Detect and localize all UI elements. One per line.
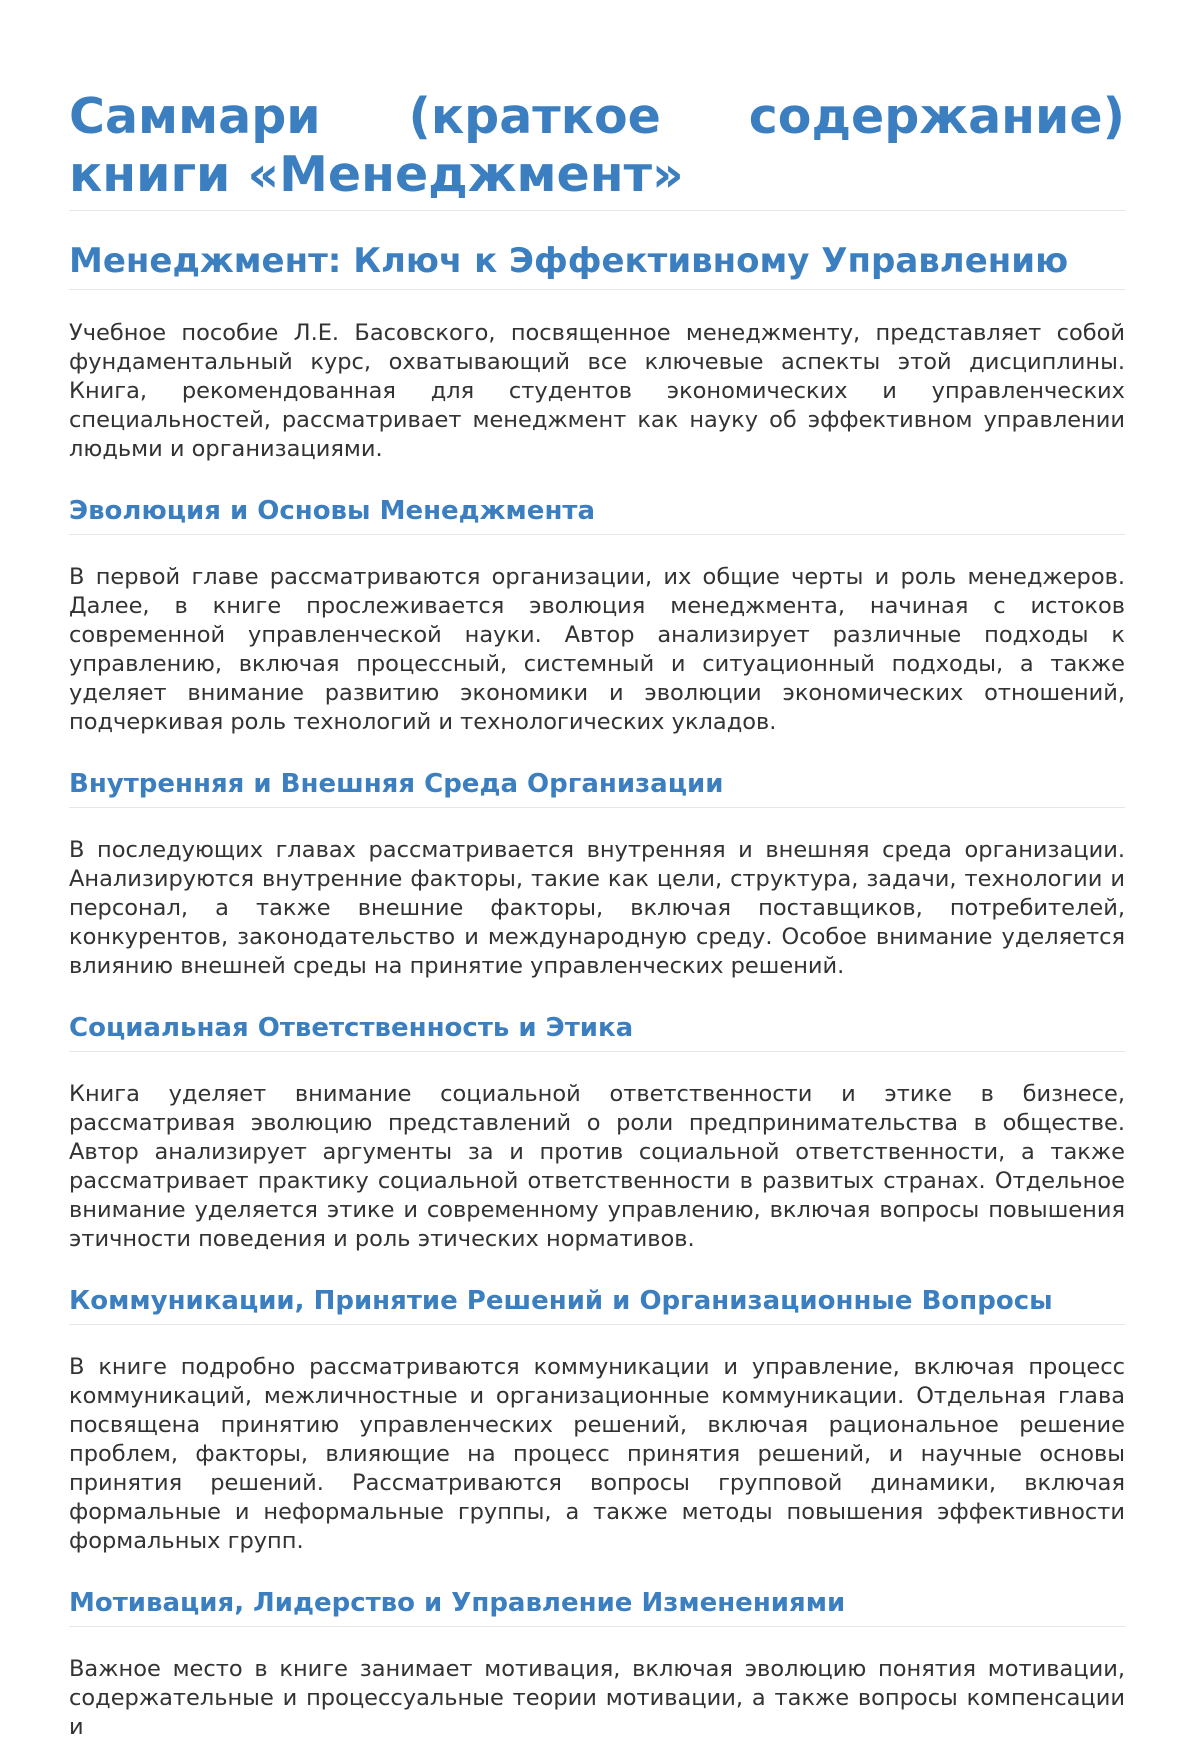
section-paragraph: Важное место в книге занимает мотивация, включая эволюцию понятия мотивации, содержательные и процессуальные теории мотивации, а также вопросы компенсации и bbox=[69, 1656, 1125, 1740]
section-motivation bbox=[69, 1586, 1125, 1742]
section-environment bbox=[69, 767, 1125, 981]
section-paragraph: В последующих главах рассматривается внутренняя и внешняя среда организации. Анализируются внутренние факторы, такие как цели, структура, задачи, технологии и персонал, а также внешние факторы, включая поставщиков, потребителей, конкурентов, законодательство и международную среду. Особое внимание уделяется влиянию внешней среды на принятие управленческих решений. bbox=[69, 837, 1125, 979]
document-title: Саммари (краткое содержание) книги «Менеджмент» bbox=[69, 88, 1125, 211]
intro-paragraph: Учебное пособие Л.Е. Басовского, посвященное менеджменту, представляет собой фундаментальный курс, охватывающий все ключевые аспекты этой дисциплины. Книга, рекомендованная для студентов экономических и управленческих специальностей, рассматривает менеджмент как науку об эффективном управлении людьми и организациями. bbox=[69, 320, 1125, 462]
section-paragraph: В книге подробно рассматриваются коммуникации и управление, включая процесс коммуникаций, межличностные и организационные коммуникации. Отдельная глава посвящена принятию управленческих решений, включая рациональное решение проблем, факторы, влияющие на процесс принятия решений, и научные основы принятия решений. Рассматриваются вопросы групповой динамики, включая формальные и неформальные группы, а также методы повышения эффективности формальных групп. bbox=[69, 1354, 1125, 1554]
section-heading: Коммуникации, Принятие Решений и Организационные Вопросы bbox=[69, 1284, 1125, 1325]
section-ethics bbox=[69, 1011, 1125, 1254]
section-heading: Внутренняя и Внешняя Среда Организации bbox=[69, 767, 1125, 808]
document-page bbox=[69, 88, 1125, 1742]
section-paragraph: Книга уделяет внимание социальной ответственности и этике в бизнесе, рассматривая эволюцию представлений о роли предпринимательства в обществе. Автор анализирует аргументы за и против социальной ответственности, а также рассматривает практику социальной ответственности в развитых странах. Отдельное внимание уделяется этике и современному управлению, включая вопросы повышения этичности поведения и роль этических нормативов. bbox=[69, 1081, 1125, 1252]
section-heading: Эволюция и Основы Менеджмента bbox=[69, 494, 1125, 535]
section-evolution bbox=[69, 494, 1125, 737]
section-heading: Мотивация, Лидерство и Управление Изменениями bbox=[69, 1586, 1125, 1627]
document-subtitle: Менеджмент: Ключ к Эффективному Управлению bbox=[69, 239, 1125, 290]
section-paragraph: В первой главе рассматриваются организации, их общие черты и роль менеджеров. Далее, в книге прослеживается эволюция менеджмента, начиная с истоков современной управленческой науки. Автор анализирует различные подходы к управлению, включая процессный, системный и ситуационный подходы, а также уделяет внимание развитию экономики и эволюции экономических отношений, подчеркивая роль технологий и технологических укладов. bbox=[69, 564, 1125, 735]
section-communications bbox=[69, 1284, 1125, 1556]
section-heading: Социальная Ответственность и Этика bbox=[69, 1011, 1125, 1052]
